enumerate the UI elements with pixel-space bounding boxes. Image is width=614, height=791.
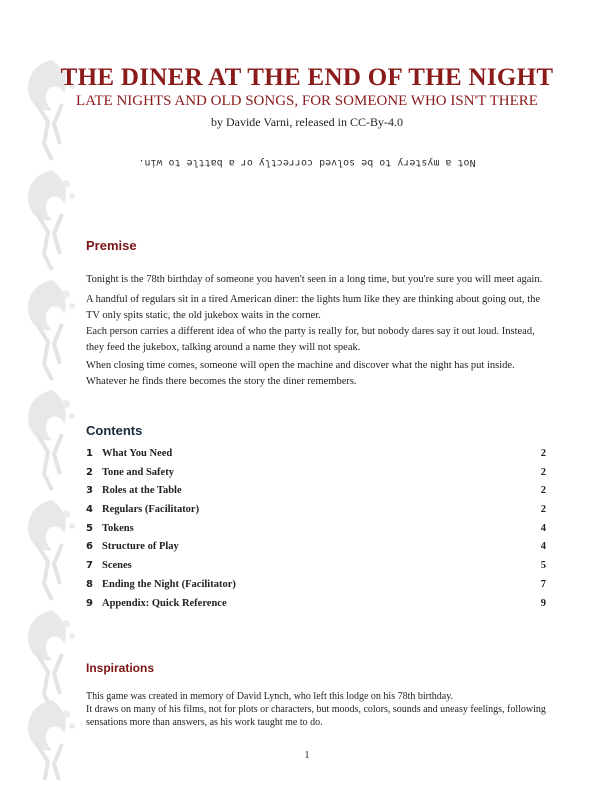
byline: by Davide Varni, released in CC-By-4.0 <box>210 115 404 129</box>
toc-page: 9 <box>540 597 546 609</box>
toc-page: 5 <box>540 560 546 572</box>
toc-label: Appendix: Quick Reference <box>102 597 227 609</box>
table-of-contents <box>86 448 546 616</box>
toc-entry[interactable] <box>86 560 546 579</box>
toc-entry[interactable] <box>86 598 546 617</box>
premise-paragraph: Tonight is the 78th birthday of someone you haven't seen in a long time, but you're sure you will meet again. <box>86 274 543 285</box>
faded-ornament-border-icon <box>22 60 82 780</box>
toc-label: Tokens <box>102 522 134 534</box>
premise-paragraph: A handful of regulars sit in a tired American diner: the lights hum like they are thinking about going out, the TV only spits static, the old jukebox waits in the corner. <box>86 294 541 321</box>
toc-entry[interactable] <box>86 504 546 523</box>
premise-paragraph: Each person carries a different idea of who the party is really for, but nobody dares say it out loud. Instead, they feed the jukebox, talking around a name they will not speak. <box>86 326 535 353</box>
toc-entry[interactable] <box>86 448 546 467</box>
toc-number: 8 <box>86 578 93 590</box>
toc-number: 7 <box>86 560 93 572</box>
toc-entry[interactable] <box>86 523 546 542</box>
toc-page: 7 <box>540 578 546 590</box>
toc-page: 4 <box>540 522 546 534</box>
inspirations-text <box>86 690 548 729</box>
toc-number: 6 <box>86 541 93 553</box>
toc-number: 9 <box>86 597 93 609</box>
toc-entry[interactable] <box>86 541 546 560</box>
toc-number: 2 <box>86 466 93 478</box>
toc-entry[interactable] <box>86 579 546 598</box>
toc-label: Roles at the Table <box>102 485 182 497</box>
toc-page: 2 <box>540 485 546 497</box>
toc-number: 5 <box>86 522 93 534</box>
document-title: THE DINER AT THE END OF THE NIGHT <box>60 64 554 91</box>
toc-number: 3 <box>86 485 93 497</box>
toc-entry[interactable] <box>86 485 546 504</box>
toc-page: 2 <box>540 466 546 478</box>
toc-label: Regulars (Facilitator) <box>102 504 200 516</box>
toc-label: Tone and Safety <box>102 466 174 478</box>
toc-number: 4 <box>86 504 93 516</box>
toc-label: Scenes <box>102 560 132 572</box>
premise-heading: Premise <box>86 238 137 253</box>
document-subtitle: LATE NIGHTS AND OLD SONGS, FOR SOMEONE WHO ISN'T THERE <box>76 93 538 109</box>
toc-number: 1 <box>86 448 93 459</box>
mirrored-tagline: Not a mystery to be solved correctly or a battle to win. <box>138 157 476 168</box>
inspirations-line: It draws on many of his films, not for plots or characters, but moods, colors, sounds and uneasy feelings, following sensations more than answers, as his work taught me to do. <box>86 704 546 728</box>
contents-heading: Contents <box>86 423 143 438</box>
inspirations-heading: Inspirations <box>86 661 155 675</box>
toc-label: What You Need <box>102 448 173 459</box>
inspirations-line: This game was created in memory of David Lynch, who left this lodge on his 78th birthday. <box>86 691 454 702</box>
toc-page: 2 <box>540 448 546 459</box>
page-number: 1 <box>304 750 310 761</box>
toc-label: Structure of Play <box>102 541 179 553</box>
toc-page: 2 <box>540 504 546 516</box>
toc-page: 4 <box>540 541 546 553</box>
toc-label: Ending the Night (Facilitator) <box>102 578 236 590</box>
toc-entry[interactable] <box>86 467 546 486</box>
premise-paragraph: When closing time comes, someone will open the machine and discover what the night has put inside. Whatever he finds there becomes the story the diner remembers. <box>86 360 515 387</box>
